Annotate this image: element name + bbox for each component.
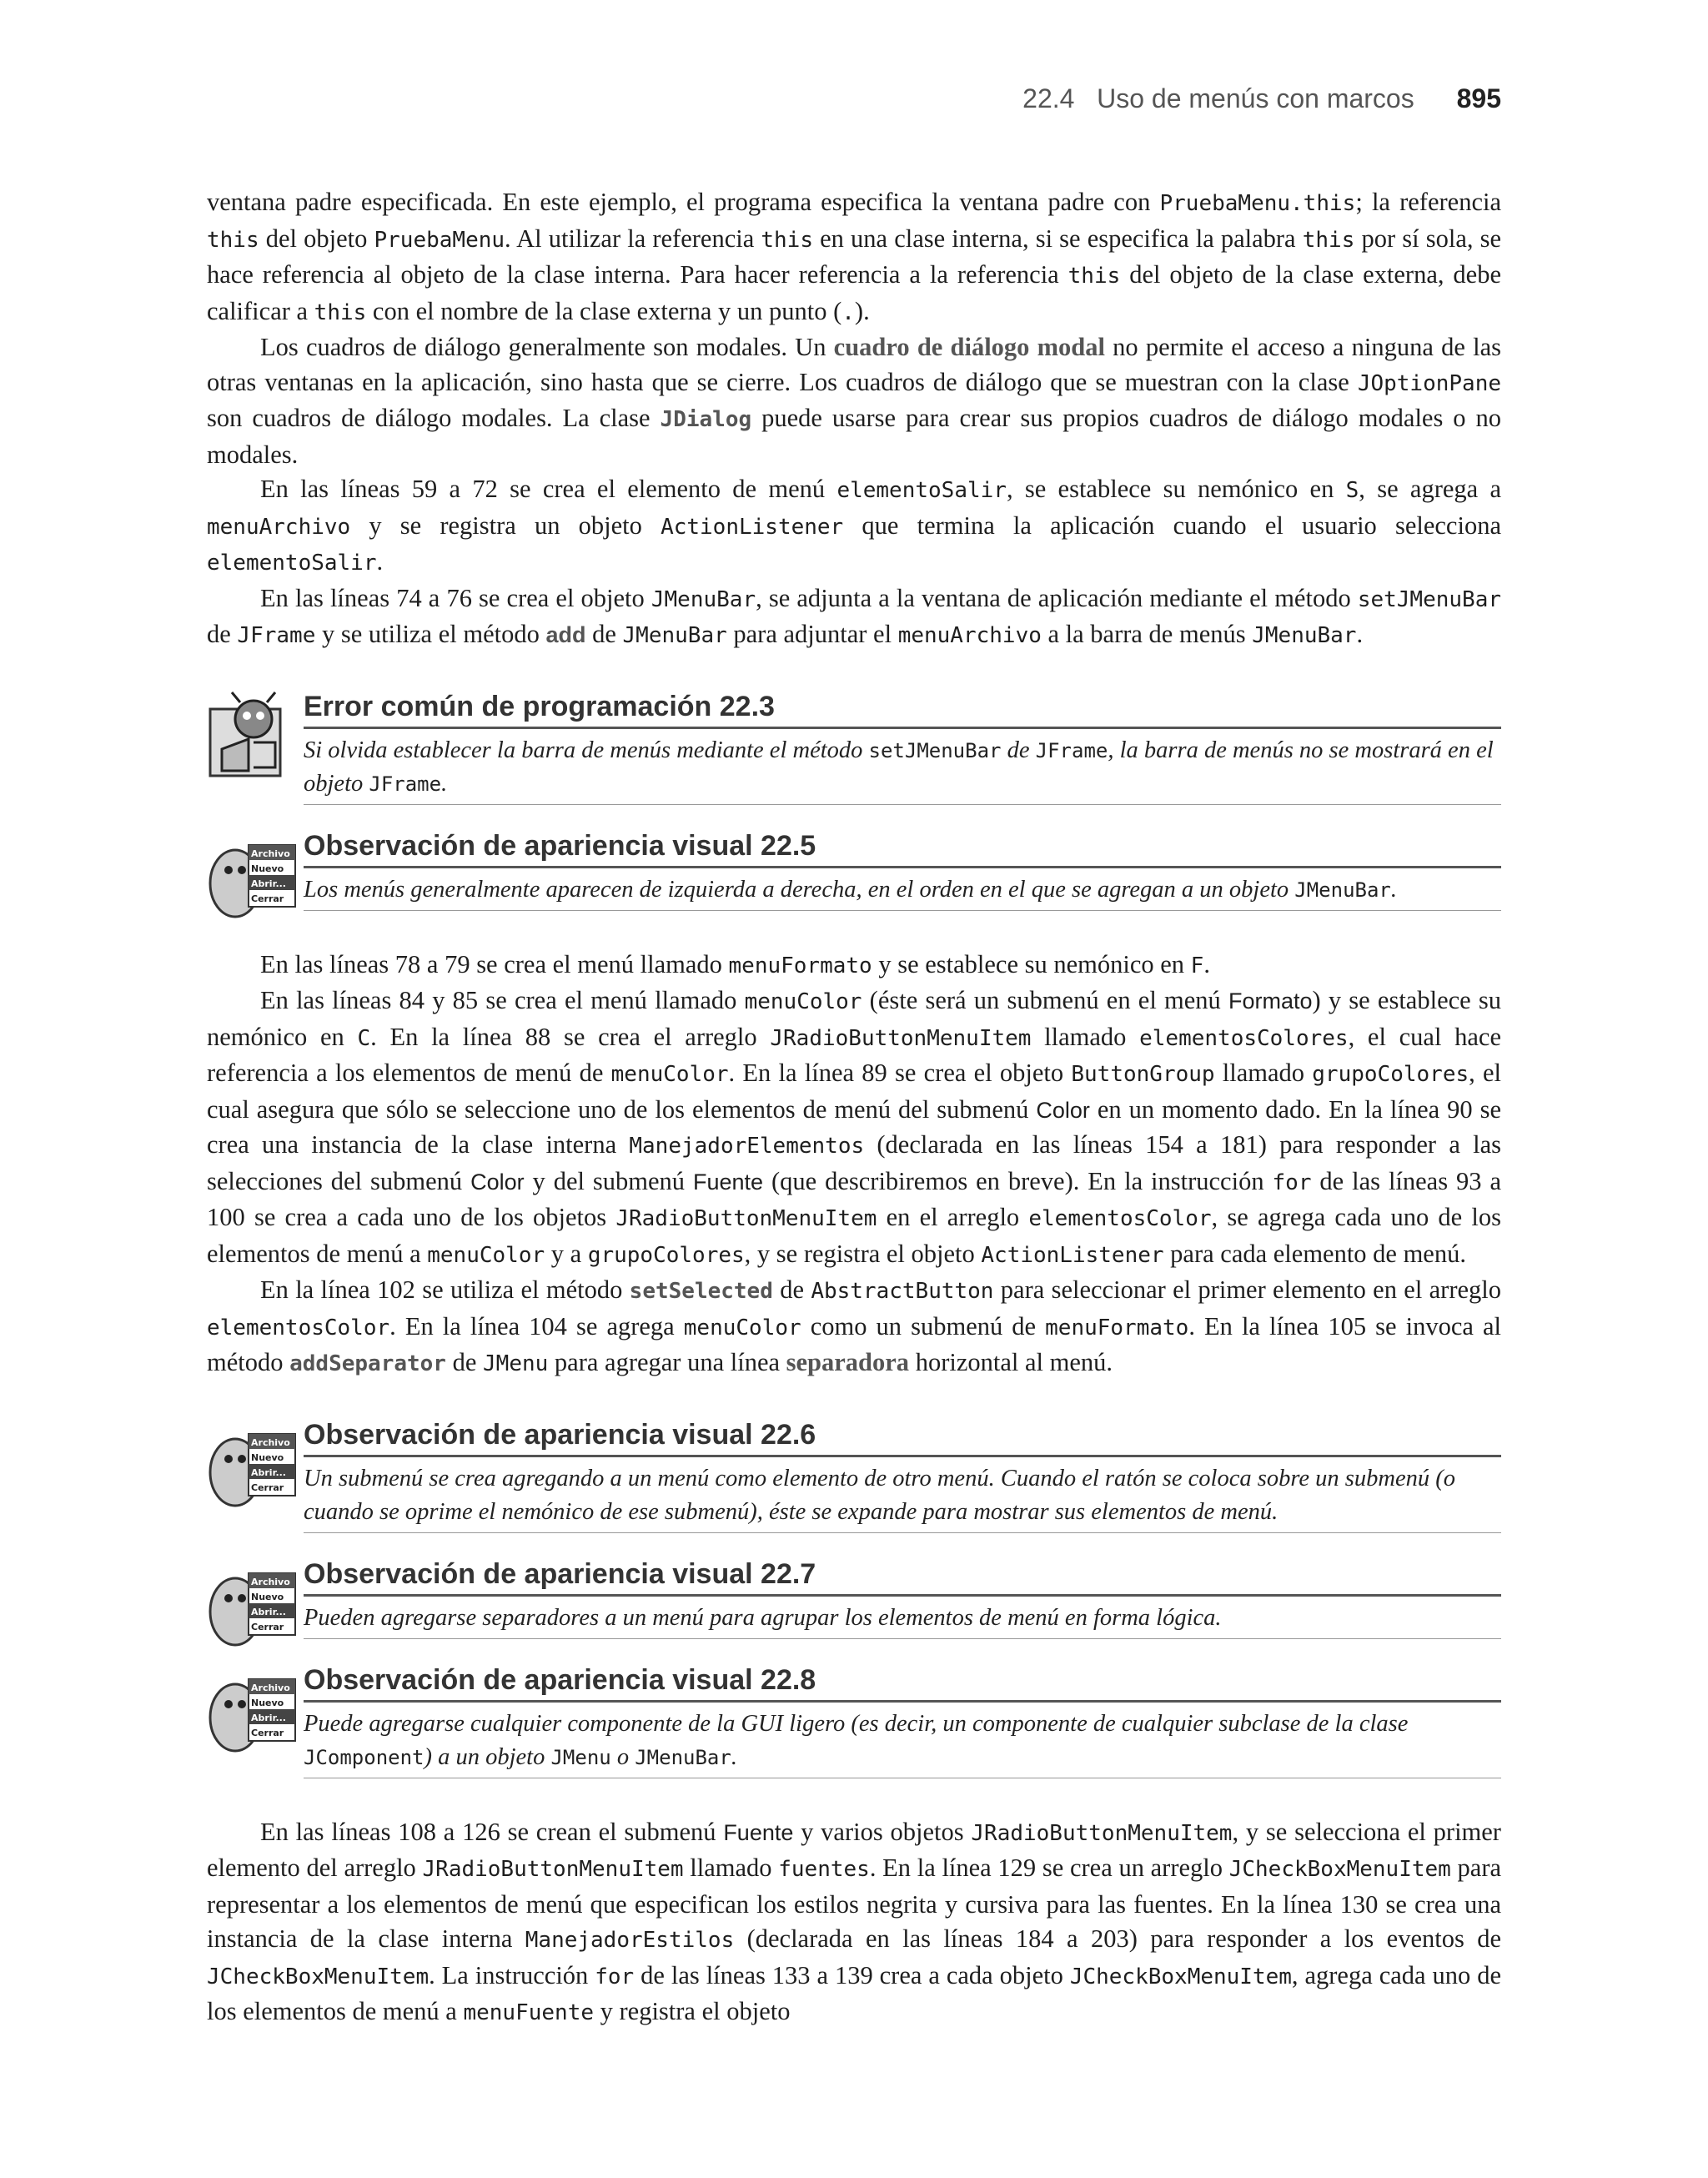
paragraph: ventana padre especificada. En este ejemplo, el programa especifica la ventana padre con PruebaMenu.this; la referencia this del objeto PruebaMenu. Al utilizar la referencia this en una clase interna, si se especifica la palabra this por sí sola, se hace referencia al objeto de la clase interna. Para hacer referencia a la referencia this del objeto de la clase externa, debe calificar a this con el nombre de la clase externa y un punto (.). <box>207 188 1502 325</box>
svg-text:Cerrar: Cerrar <box>251 1727 284 1738</box>
svg-text:Archivo: Archivo <box>251 1682 290 1693</box>
paragraph: En las líneas 74 a 76 se crea el objeto JMenuBar, se adjunta a la ventana de aplicación mediante el método setJMenuBar de JFrame y se utiliza el método add de JMenuBar para adjuntar el menuArchivo a la barra de menús JMenuBar. <box>207 583 1501 648</box>
paragraph: Los cuadros de diálogo generalmente son modales. Un cuadro de diálogo modal no permite el acceso a ninguna de las otras ventanas en la aplicación, sino hasta que se cierre. Los cuadros de diálogo que se muestran con la clase JOptionPane son cuadros de diálogo modales. La clase JDialog puede usarse para crear sus propios cuadros de diálogo modales o no modales. <box>207 333 1501 469</box>
section-number: 22.4 <box>1022 83 1075 113</box>
section-title: Uso de menús con marcos <box>1097 83 1414 113</box>
tip-text: Los menús generalmente aparecen de izquierda a derecha, en el orden en el que se agregan a un objeto JMenuBar. <box>304 873 1501 911</box>
svg-text:Archivo: Archivo <box>251 1436 290 1448</box>
svg-text:Abrir...: Abrir... <box>251 1712 286 1723</box>
svg-text:Cerrar: Cerrar <box>251 1621 284 1632</box>
tip-title: Observación de apariencia visual 22.7 <box>304 1558 1501 1597</box>
paragraph: En la línea 102 se utiliza el método setSelected de AbstractButton para seleccionar el primer elemento en el arreglo elementosColor. En la línea 104 se agrega menuColor como un submenú de menuFormato. En la línea 105 se invoca al método addSeparator de JMenu para agregar una línea separadora horizontal al menú. <box>207 1275 1501 1376</box>
page-body <box>207 185 1501 2031</box>
bug-icon <box>207 691 299 782</box>
tip-text: Un submenú se crea agregando a un menú como elemento de otro menú. Cuando el ratón se coloca sobre un submenú (o cuando se oprime el nemónico de ese submenú), éste se expande para mostrar sus elementos de menú. <box>304 1462 1501 1533</box>
svg-text:Nuevo: Nuevo <box>251 1451 284 1463</box>
look-and-feel-tip-22-5 <box>207 830 1501 911</box>
tip-title: Error común de programación 22.3 <box>304 691 1501 729</box>
tip-title: Observación de apariencia visual 22.6 <box>304 1419 1501 1457</box>
running-header <box>1022 83 1501 114</box>
svg-text:Cerrar: Cerrar <box>251 1481 284 1493</box>
menu-mascot-icon <box>207 830 299 922</box>
svg-text:Nuevo: Nuevo <box>251 863 284 874</box>
tip-title: Observación de apariencia visual 22.5 <box>304 830 1501 868</box>
svg-text:Abrir...: Abrir... <box>251 1466 286 1478</box>
paragraph: En las líneas 108 a 126 se crean el submenú Fuente y varios objetos JRadioButtonMenuItem, y se selecciona el primer elemento del arreglo JRadioButtonMenuItem llamado fuentes. En la línea 129 se crea un arreglo JCheckBoxMenuItem para representar a los elementos de menú que especifican los estilos negrita y cursiva para las fuentes. En la línea 130 se crea una instancia de la clase interna ManejadorEstilos (declarada en las líneas 184 a 203) para responder a los eventos de JCheckBoxMenuItem. La instrucción for de las líneas 133 a 139 crea a cada objeto JCheckBoxMenuItem, agrega cada uno de los elementos de menú a menuFuente y registra el objeto <box>207 1817 1502 2025</box>
svg-text:Archivo: Archivo <box>251 848 290 859</box>
page-number: 895 <box>1456 83 1501 113</box>
tip-text: Si olvida establecer la barra de menús mediante el método setJMenuBar de JFrame, la barra de menús no se mostrará en el objeto JFrame. <box>304 734 1501 805</box>
svg-text:Abrir...: Abrir... <box>251 1606 286 1617</box>
menu-mascot-icon <box>207 1558 299 1650</box>
error-tip-22-3 <box>207 691 1501 805</box>
look-and-feel-tip-22-6 <box>207 1419 1501 1533</box>
svg-text:Abrir...: Abrir... <box>251 878 286 889</box>
paragraph: En las líneas 78 a 79 se crea el menú llamado menuFormato y se establece su nemónico en F. <box>260 949 1210 978</box>
tip-text: Pueden agregarse separadores a un menú para agrupar los elementos de menú en forma lógica. <box>304 1602 1501 1639</box>
look-and-feel-tip-22-8 <box>207 1664 1501 1778</box>
paragraph: En las líneas 59 a 72 se crea el elemento de menú elementoSalir, se establece su nemónico en S, se agrega a menuArchivo y se registra un objeto ActionListener que termina la aplicación cuando el usuario selecciona elementoSalir. <box>207 475 1502 576</box>
svg-text:Cerrar: Cerrar <box>251 893 284 904</box>
tip-title: Observación de apariencia visual 22.8 <box>304 1664 1501 1703</box>
tip-text: Puede agregarse cualquier componente de la GUI ligero (es decir, un componente de cualquier subclase de la clase JComponent) a un objeto JMenu o JMenuBar. <box>304 1708 1501 1778</box>
svg-text:Nuevo: Nuevo <box>251 1591 284 1602</box>
menu-mascot-icon <box>207 1664 299 1756</box>
svg-text:Nuevo: Nuevo <box>251 1697 284 1708</box>
paragraph: En las líneas 84 y 85 se crea el menú llamado menuColor (éste será un submenú en el menú Formato) y se establece su nemónico en C. En la línea 88 se crea el arreglo JRadioButtonMenuItem llamado elementosColores, el cual hace referencia a los elementos de menú de menuColor. En la línea 89 se crea el objeto ButtonGroup llamado grupoColores, el cual asegura que sólo se seleccione uno de los elementos de menú del submenú Color en un momento dado. En la línea 90 se crea una instancia de la clase interna ManejadorElementos (declarada en las líneas 154 a 181) para responder a las selecciones del submenú Color y del submenú Fuente (que describiremos en breve). En la instrucción for de las líneas 93 a 100 se crea a cada uno de los objetos JRadioButtonMenuItem en el arreglo elementosColor, se agrega cada uno de los elementos de menú a menuColor y a grupoColores, y se registra el objeto ActionListener para cada elemento de menú. <box>207 986 1502 1268</box>
menu-mascot-icon <box>207 1419 299 1511</box>
svg-text:Archivo: Archivo <box>251 1576 290 1587</box>
look-and-feel-tip-22-7 <box>207 1558 1501 1639</box>
